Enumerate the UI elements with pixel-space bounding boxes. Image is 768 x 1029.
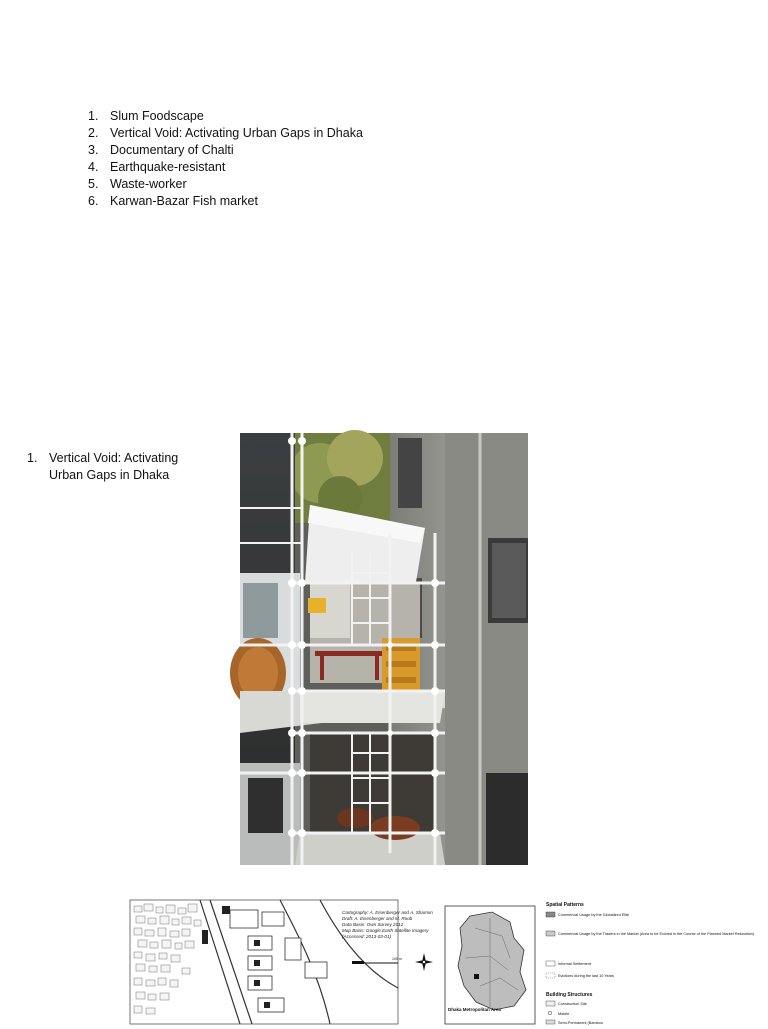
svg-text:Commercial Usage by the Global: Commercial Usage by the Globalized Elite bbox=[558, 913, 630, 917]
inset-map bbox=[445, 906, 535, 1024]
list-item: 6. Karwan-Bazar Fish market bbox=[88, 194, 258, 208]
list-item: 2. Vertical Void: Activating Urban Gaps in Dhaka bbox=[88, 126, 363, 140]
list-item: 1. Slum Foodscape bbox=[88, 109, 204, 123]
svg-text:Construction Site: Construction Site bbox=[558, 1002, 587, 1006]
section-heading bbox=[27, 450, 217, 484]
vertical-void-photo bbox=[240, 433, 528, 865]
map-illustration bbox=[130, 898, 755, 1025]
svg-text:Mobile: Mobile bbox=[558, 1012, 570, 1016]
map-credit: Draft: A. Eisenberger and M. Roob bbox=[342, 916, 413, 921]
svg-text:Evictions during the last 10 Y: Evictions during the last 10 Years bbox=[558, 974, 614, 978]
svg-text:Commercial Usage by the Trader: Commercial Usage by the Traders in the Market (Area to be Evicted in the Course of the Planned Market Relocation) bbox=[558, 932, 755, 936]
map-credit: Map Basis: Google Earth Satellite Imagery bbox=[342, 928, 429, 933]
list-item: 5. Waste-worker bbox=[88, 177, 187, 191]
svg-text:100 m: 100 m bbox=[392, 957, 402, 961]
compass-icon bbox=[415, 953, 433, 971]
svg-text:Informal Settlement: Informal Settlement bbox=[558, 962, 591, 966]
map-credit: Cartography: A. Eisenberger and A. Sharmin bbox=[342, 910, 433, 915]
market-map-figure bbox=[130, 898, 755, 1025]
list-item: 4. Earthquake-resistant bbox=[88, 160, 226, 174]
map-credit: Data Basis: Own Survey 2012 bbox=[342, 922, 404, 927]
svg-text:Spatial Patterns: Spatial Patterns bbox=[546, 902, 584, 908]
project-list bbox=[88, 108, 363, 210]
photo-illustration bbox=[240, 433, 528, 865]
svg-text:Building Structures: Building Structures bbox=[546, 992, 593, 998]
list-item: 3. Documentary of Chalti bbox=[88, 143, 234, 157]
map-credit: (Accessed: 2013-03-01) bbox=[342, 934, 392, 939]
svg-text:Semi-Permanent (Bamboo: Semi-Permanent (Bamboo bbox=[558, 1021, 603, 1025]
list-item: 1. Vertical Void: Activating Urban Gaps in Dhaka bbox=[27, 451, 179, 482]
map-legend bbox=[546, 902, 755, 1025]
svg-text:Dhaka Metropolitan Area: Dhaka Metropolitan Area bbox=[448, 1007, 501, 1012]
